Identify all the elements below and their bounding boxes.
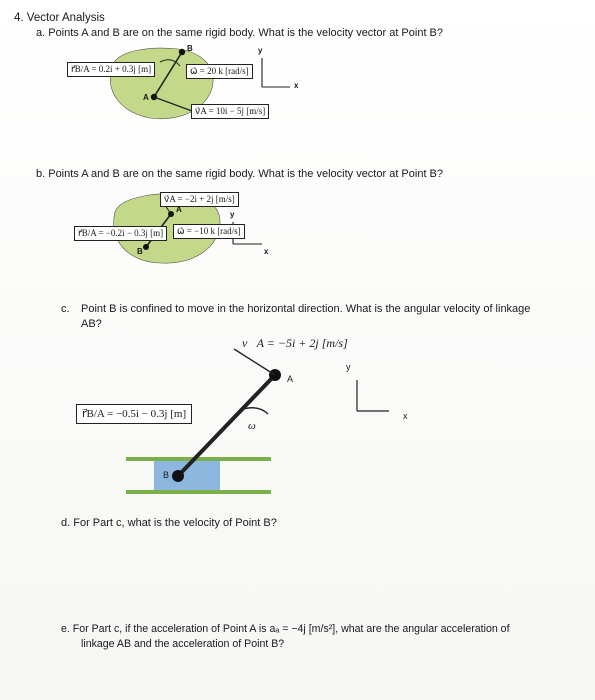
- part-b-question: b. Points A and B are on the same rigid body. What is the velocity vector at Point B?: [36, 168, 444, 180]
- label-b-b: B: [137, 247, 143, 256]
- part-e-question-line1: e. For Part c, if the acceleration of Point A is aₐ = −4j [m/s²], what are the angular acceleration of: [61, 623, 510, 635]
- point-b-dot-a: [179, 49, 185, 55]
- r-ba-box-c: r⃗B/A = −0.5i − 0.3j [m]: [76, 404, 192, 424]
- omega-box-b: ω⃗ = −10 k [rad/s]: [173, 224, 245, 239]
- va-box-b: v⃗A = −2i + 2j [m/s]: [160, 192, 239, 207]
- y-label-a: y: [258, 46, 263, 55]
- label-b-a: B: [187, 44, 193, 53]
- y-label-b: y: [230, 210, 235, 219]
- point-b-dot-b: [143, 244, 149, 250]
- x-label-a: x: [294, 81, 299, 90]
- part-d-question: d. For Part c, what is the velocity of Point B?: [61, 517, 277, 529]
- label-a-a: A: [143, 93, 149, 102]
- r-ba-box-b: r⃗B/A = −0.2i − 0.3j [m]: [74, 226, 167, 241]
- va-arrow-c: [234, 349, 275, 375]
- omega-label-c: ω: [248, 420, 256, 432]
- label-a-b: A: [176, 205, 182, 214]
- part-a-question: a. Points A and B are on the same rigid body. What is the velocity vector at Point B?: [36, 27, 444, 39]
- label-a-c: A: [287, 374, 294, 384]
- omega-box-a: ω⃗ = 20 k [rad/s]: [186, 64, 253, 79]
- omega-arc-c: [240, 408, 268, 414]
- problem-title: 4. Vector Analysis: [14, 12, 105, 24]
- point-b-dot-c: [172, 470, 184, 482]
- part-c-marker: c.: [61, 303, 70, 315]
- r-ba-box-a: r⃗B/A = 0.2i + 0.3j [m]: [67, 62, 155, 77]
- part-c-question-line1: Point B is confined to move in the horizontal direction. What is the angular velocity of linkage: [81, 303, 531, 315]
- x-label-b: x: [264, 247, 269, 256]
- part-e-question-line2: linkage AB and the acceleration of Point B?: [81, 638, 285, 650]
- part-c-question-line2: AB?: [81, 318, 102, 330]
- x-label-c: x: [403, 411, 408, 421]
- label-b-c: B: [163, 470, 170, 480]
- va-label-c: v⃗A = −5i + 2j [m/s]: [242, 336, 348, 350]
- y-label-c: y: [346, 362, 351, 372]
- va-box-a: v⃗A = 10i − 5j [m/s]: [191, 104, 269, 119]
